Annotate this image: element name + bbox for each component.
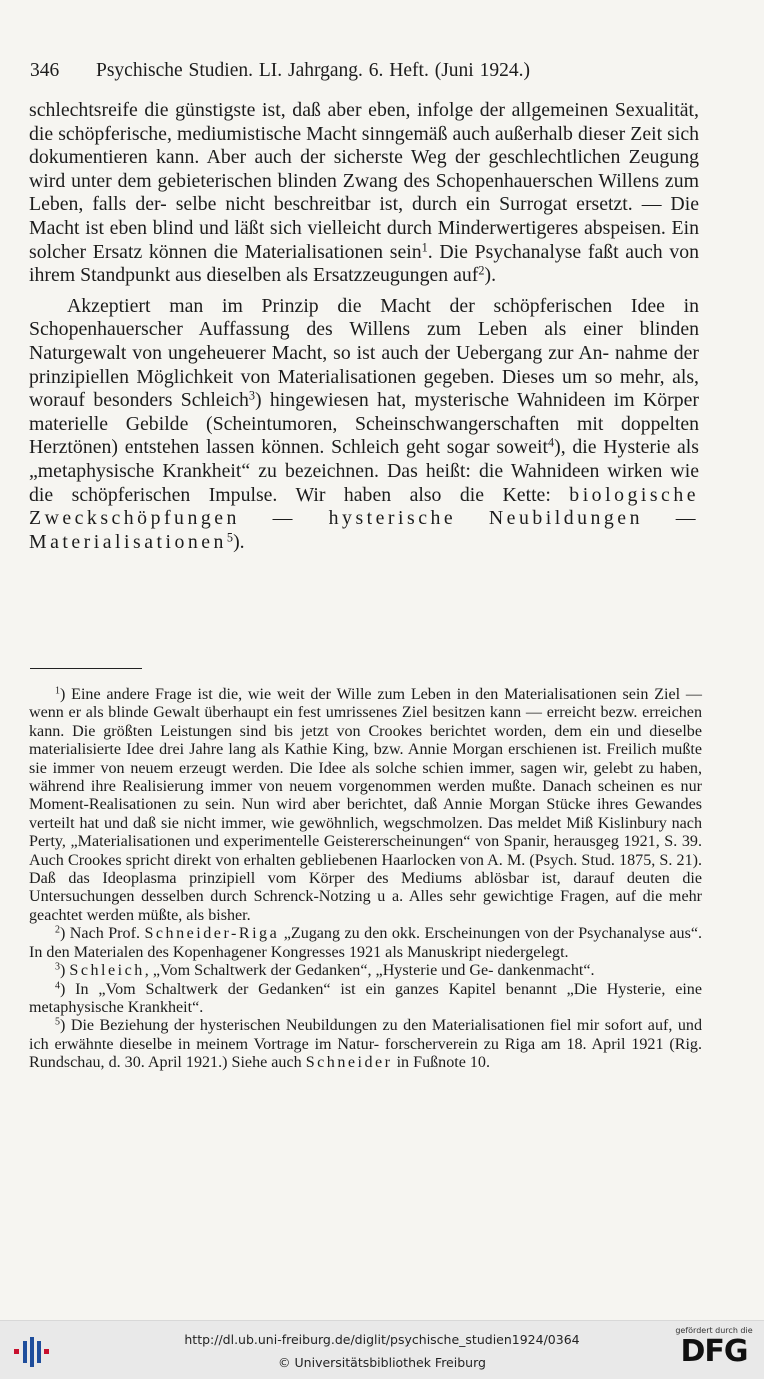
running-title: Psychische Studien. LI. Jahrgang. 6. Heft. (Juni 1924.) bbox=[96, 60, 530, 81]
footnote-text: in Fußnote 10. bbox=[392, 1054, 491, 1072]
footnote-2 bbox=[29, 925, 702, 962]
copyright-notice: © Universitätsbibliothek Freiburg bbox=[278, 1355, 486, 1370]
footnote-text: ) Nach Prof. bbox=[59, 925, 145, 943]
paragraph-1 bbox=[29, 99, 699, 288]
footnote-divider bbox=[30, 668, 142, 669]
para2-text: Akzeptiert man im Prinzip die Macht der schöpferischen Idee in Schopenhauerscher Auffassung des Willens zum Leben als einer blinden Naturgewalt von ungeheuerer Macht, so ist auch der Uebergang zur An- nahme der prinzipiellen Möglichkeit von Materialisationen gegeben. Dieses um so mehr, als, worauf besonders Schleich bbox=[29, 294, 699, 412]
footnote-mark: 4 bbox=[55, 980, 60, 992]
footnote-mark: 1 bbox=[55, 685, 60, 697]
footnote-text: „Zugang zu den okk. Erscheinungen von der Psychanalyse aus“. In den Materialen des Kopenhagener Kongresses 1921 als Manuskript niedergelegt. bbox=[29, 925, 703, 961]
footnote-mark: 3 bbox=[55, 961, 60, 973]
para2-text-b: ) hingewiesen hat, mysterische Wahnideen im Körper materielle Gebilde (Scheintumoren, Scheinschwangerschaften mit doppelten Herztönen) entstehen lassen können. Schleich geht sogar soweit bbox=[29, 389, 699, 459]
paragraph-2 bbox=[29, 295, 699, 555]
footnote-ref-2[interactable]: 2 bbox=[478, 263, 485, 278]
para2-text-c: ), die Hysterie als „metaphysische Krankheit“ zu bezeichnen. Das heißt: die Wahnideen wirken wie die schöpferischen Impulse. Wir haben also die Kette: bbox=[29, 436, 699, 506]
footnote-text: , „Vom Schaltwerk der Gedanken“, „Hysterie und Ge- dankenmacht“. bbox=[144, 962, 595, 980]
footnote-ref-5[interactable]: 5 bbox=[226, 529, 234, 544]
viewer-footer bbox=[0, 1320, 764, 1379]
dfg-wordmark: DFG bbox=[680, 1334, 748, 1369]
footnote-text: ) Eine andere Frage ist die, wie weit der Wille zum Leben in den Materialisationen sein Ziel — wenn er als blinde Gewalt überhaupt ein fest umrissenes Ziel besitzen kann — erreicht bezw. erreichen kann. Die größten Leistungen sind bis jetzt von Crookes berichtet worden, dem ein und dieselbe materialisierte Idee drei Jahre lang als Kathie King, bzw. Annie Morgan erschienen ist. Freilich mußte sie immer von neuem erzeugt werden. Die Idee als solche schien immer, sagen wir, gelebt zu haben, während ihre Realisierung immer von neuem vorgenommen werden mußte. Danach scheinen es nur Moment-Realisationen zu sein. Nun wird aber berichtet, daß Annie Morgan Stücke ihres Gewandes verteilt hat und daß sie nicht immer, wie gewöhnlich, wegschmolzen. Das meldet Miß Kislinbury nach Perty, „Materialisationen und experimentelle Geistererscheinungen“ von Spanir, herausgeg 1921, S. 39. Auch Crookes spricht direkt von erhalten gebliebenen Haarlocken von A. M. (Psych. Stud. 1875, S. 21). Daß das Ideoplasma prinzipiell vom Körper des Mediums ablösbar ist, darauf deuten die Untersuchungen desselben durch Schrenck-Notzing u a. Alles sehr gewichtige Fragen, auf die mehr geachtet werden müßte, als bisher. bbox=[29, 686, 702, 924]
main-text bbox=[29, 99, 699, 554]
para1-text-b: . Die Psychanalyse faßt auch von ihrem Standpunkt aus dieselben als Ersatzzeugungen auf bbox=[29, 240, 699, 287]
dfg-logo[interactable] bbox=[674, 1324, 754, 1376]
footnote-3 bbox=[29, 962, 702, 980]
footnote-text: ) Die Beziehung der hysterischen Neubildungen zu den Materialisationen fiel mir sofort auf, und ich erwähnte dieselbe in meinem Vortrage im Natur- forscherverein zu Riga am 18. April 1921 (Rig. Rundschau, d. 30. April 1921.) Siehe auch bbox=[29, 1017, 702, 1072]
spaced-name: Schneider-Riga bbox=[144, 925, 280, 943]
page-number: 346 bbox=[30, 60, 60, 81]
footnote-text: ) In „Vom Schaltwerk der Gedanken“ ist ein ganzes Kapitel benannt „Die Hysterie, eine metaphysische Krankheit“. bbox=[29, 980, 702, 1016]
footnote-ref-1[interactable]: 1 bbox=[421, 239, 428, 254]
footnote-5 bbox=[29, 1017, 702, 1072]
spaced-name: Schleich bbox=[69, 962, 145, 980]
footnote-1 bbox=[29, 686, 702, 925]
para2-text-d: ). bbox=[233, 530, 245, 553]
para1-text: schlechtsreife die günstigste ist, daß aber eben, infolge der allgemeinen Sexualität, die schöpferische, mediumistische Macht sinngemäß auch außerhalb dieser Zeit sich dokumentieren kann. Aber auch der sicherste Weg der geschlechtlichen Zeugung wird unter dem gebieterischen blinden Zwang des Schopenhauerschen Willens zum Leben, falls der- selbe nicht beschreitbar ist, durch ein Surrogat ersetzt. — Die Macht ist eben blind und läßt sich vielleicht durch Minderwertigeres abspeisen. Ein solcher Ersatz können die Materialisationen sein bbox=[29, 99, 699, 263]
footnotes bbox=[29, 686, 702, 1073]
footnote-text: ) bbox=[59, 962, 70, 980]
page-header bbox=[30, 60, 720, 88]
footnote-4 bbox=[29, 981, 702, 1018]
spaced-emphasis: biologische Zweckschöpfungen — hysterische Neubildungen — Materialisationen bbox=[29, 483, 699, 553]
footnote-mark: 2 bbox=[55, 924, 60, 936]
footnote-ref-3[interactable]: 3 bbox=[248, 388, 256, 403]
permalink-url[interactable]: http://dl.ub.uni-freiburg.de/diglit/psychische_studien1924/0364 bbox=[184, 1332, 580, 1347]
para1-text-c: ). bbox=[484, 264, 497, 287]
dfg-caption: gefördert durch die bbox=[675, 1326, 753, 1335]
footnote-mark: 5 bbox=[55, 1016, 60, 1028]
spaced-name: Schneider bbox=[305, 1054, 393, 1072]
footnote-ref-4[interactable]: 4 bbox=[547, 435, 555, 450]
